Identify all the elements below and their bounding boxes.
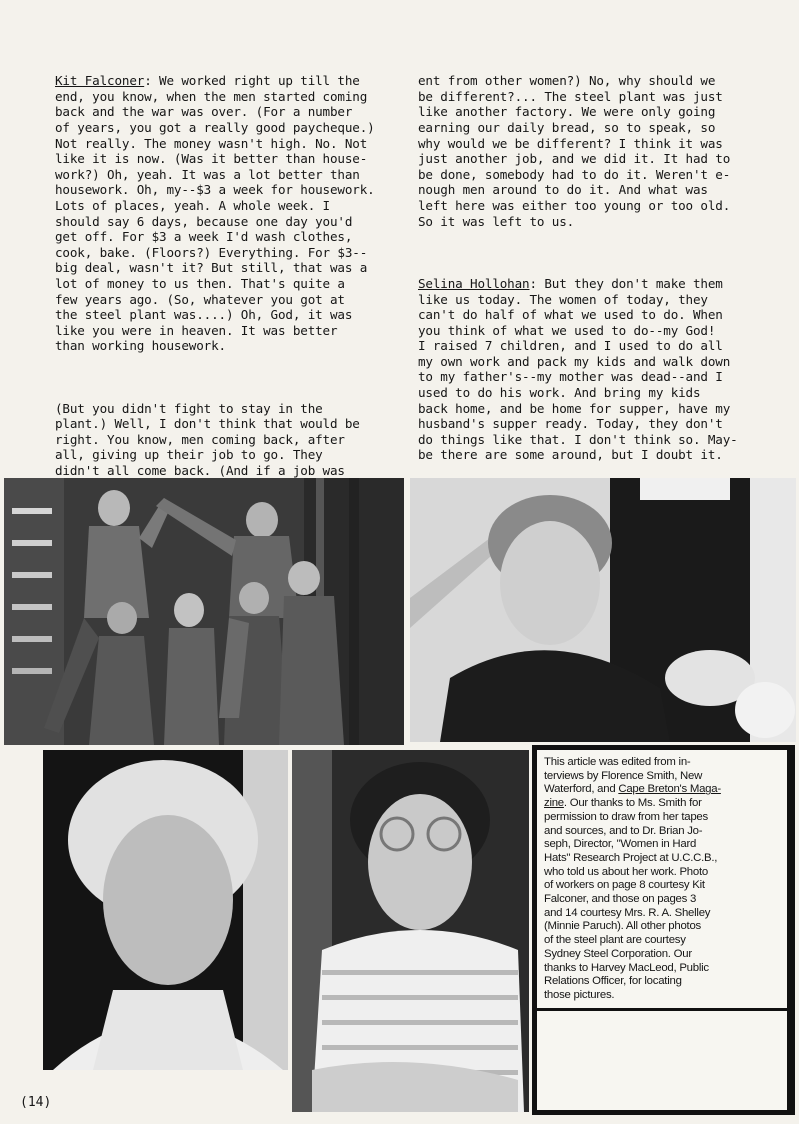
photo-white-haired-woman	[43, 750, 288, 1070]
caption-divider	[537, 1008, 787, 1011]
paragraph-selina-hollohan	[418, 276, 768, 463]
magazine-title: Cape Breton's Maga-	[618, 783, 721, 796]
speaker-name: Kit Falconer	[55, 73, 145, 89]
page-number: (14)	[20, 1095, 52, 1110]
paragraph-kit-falconer	[55, 73, 395, 354]
photo-women-workers-group	[4, 478, 404, 745]
magazine-title: zine	[544, 797, 564, 810]
paragraph-text: : We worked right up till the end, you know, when the men started coming back and the war was over. (For a number of years, you got a really good paycheque.) Not really. The money wasn't high. No. Not like it is now. (Was it better than house- work?) Oh, yeah. It was a lot better than housework. Oh, my--$3 a week for housework. Lots of places, yeah. A whole week. I should say 6 days, because one day you'd get off. For $3 a week I'd wash clothes, cook, bake. (Floors?) Everything. For $3-- big deal, wasn't it? But still, that was a lot of money to us then. That's quite a few years ago. (So, whatever you got at the steel plant was....) Oh, God, it was like you were in heaven. It was better than working housework.	[55, 73, 375, 354]
paragraph-kit-falconer-2: (But you didn't fight to stay in the plant.) Well, I don't think that would be right. You know, men coming back, after all, giving up their job to go. They didn't all come back. (And if a job was	[55, 400, 360, 479]
credits-caption-text	[544, 756, 721, 1003]
paragraph-chris-mcgrady-cont: ent from other women?) No, why should we be different?... The steel plant was just like another factory. We were only going earning our daily bread, so to speak, so why would we be different? I think it was just another job, and we did it. It had to be done, somebody had to do it. Weren't e- nough men around to do it. And what was left here was either too young or too old. So it was left to us.	[418, 73, 731, 229]
caption-text-part: This article was edited from in- terviews by Florence Smith, New Waterford, and	[544, 756, 703, 796]
paragraph-text: : But they don't make them like us today. The women of today, they can't do half of what we used to do. When you think of what we used to do--my God! I raised 7 children, and I used to do all my own work and pack my kids and walk down to my father's--my mother was dead--and I used to do his work. And bring my kids back home, and be home for supper, have my husband's supper ready. Today, they don't do things like that. I don't think so. May- be there are some around, but I doubt it.	[418, 275, 738, 463]
photo-woman-portrait-smiling	[410, 478, 796, 742]
photo-woman-with-glasses	[292, 750, 529, 1112]
credits-caption-box	[532, 745, 795, 1115]
speaker-name: Selina Hollohan	[418, 275, 530, 291]
caption-text-part: . Our thanks to Ms. Smith for permission to draw from her tapes and sources, and to Dr. Brian Jo- seph, Director, "Women in Hard Hats" Research Project at U.C.C.B., who told us about her work. Photo of workers on page 8 courtesy Kit Falconer, and those on pages 3 and 14 courtesy Mrs. R. A. Shelley (Minnie Paruch). All other photos of the steel plant are courtesy Sydney Steel Corporation. Our thanks to Harvey MacLeod, Public Relations Officer, for locating those pictures.	[544, 797, 718, 1001]
